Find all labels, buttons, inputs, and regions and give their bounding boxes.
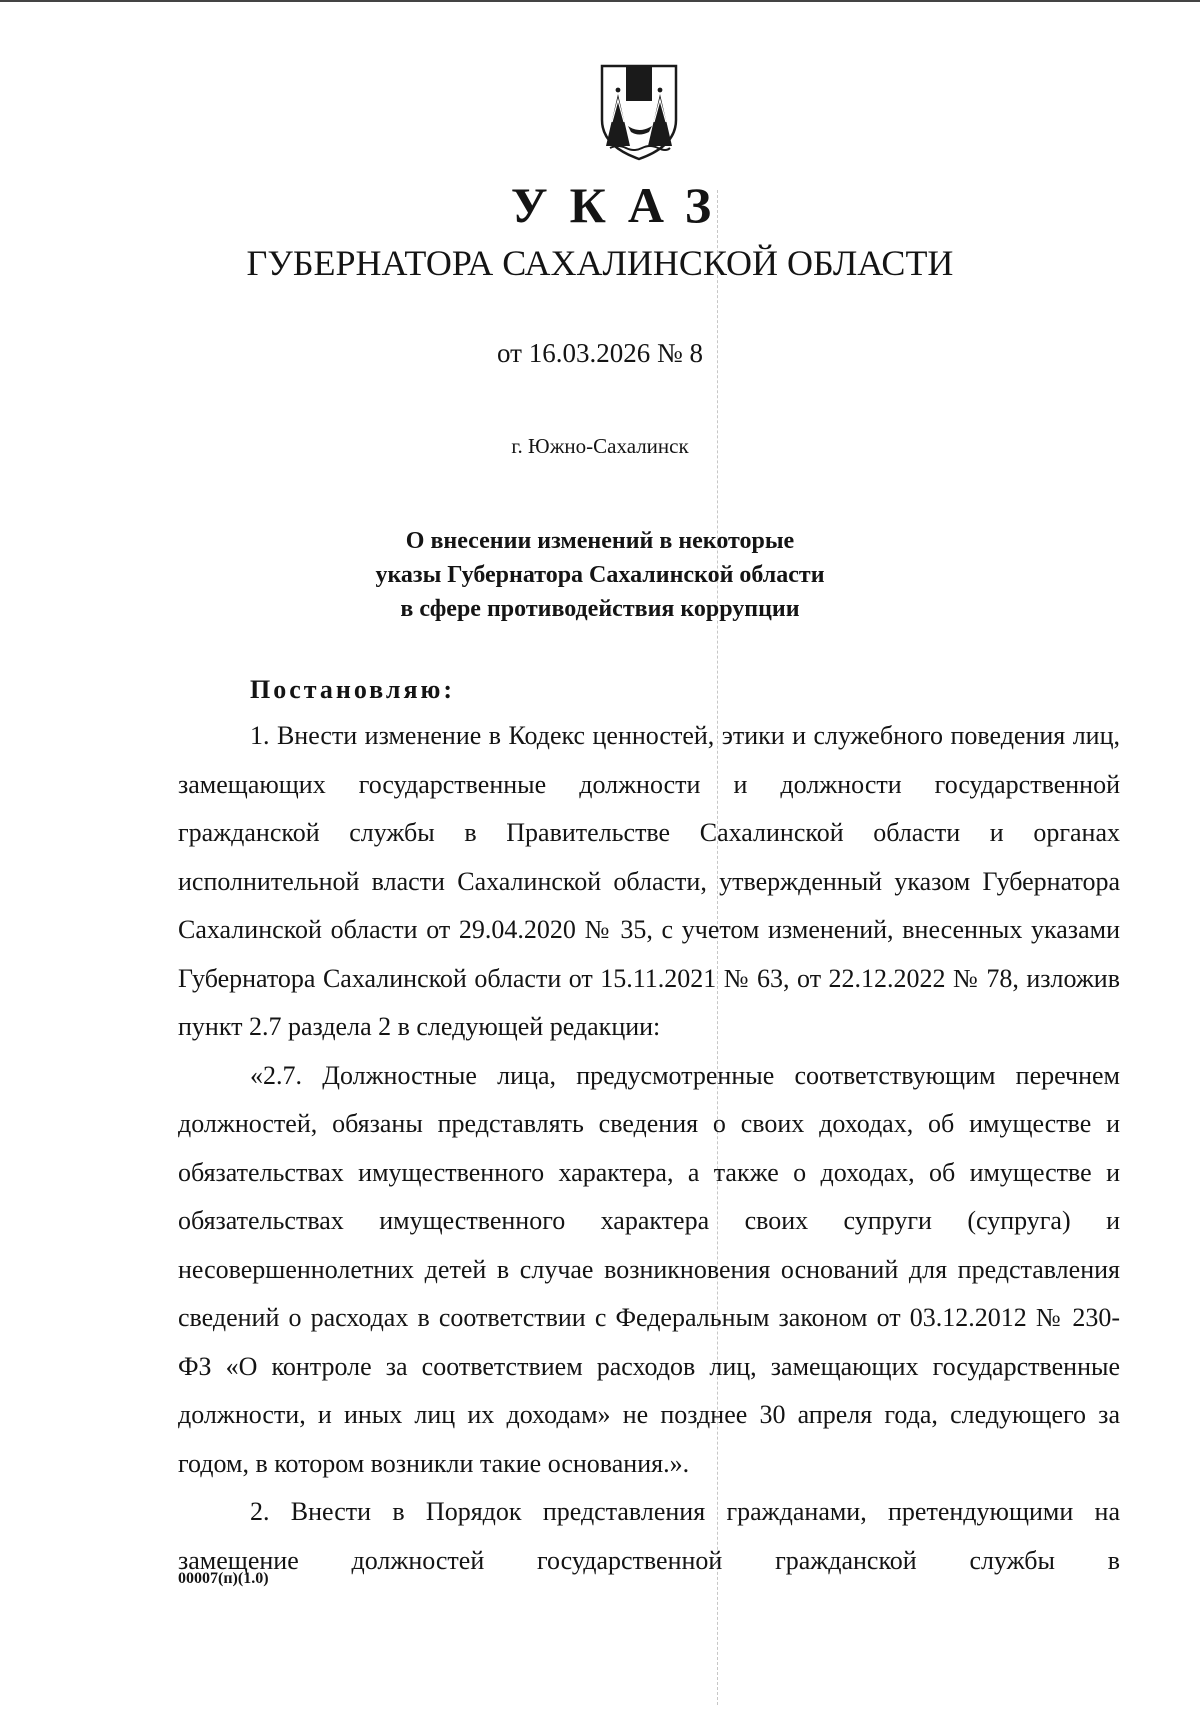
decree-word: Постановляю: <box>250 675 456 704</box>
document-heading <box>0 524 1200 626</box>
document-title: УКАЗ <box>510 177 734 233</box>
coat-of-arms-icon <box>598 62 680 162</box>
document-date-number: от 16.03.2026 № 8 <box>497 338 703 368</box>
document-body <box>178 712 1120 1585</box>
paragraph: 2. Внести в Порядок представления гражданами, претендующими на замещение должностей государственной гражданской службы в <box>178 1497 1120 1575</box>
paragraph: «2.7. Должностные лица, предусмотренные соответствующим перечнем должностей, обязаны представлять сведения о своих доходах, об имуществе и обязательствах имущественного характера, а также о доходах, об имуществе и обязательствах имущественного характера своих супруги (супруга) и несовершеннолетних детей в случае возникновения оснований для представления сведений о расходах в соответствии с Федеральным законом от 03.12.2012 № 230-ФЗ «О контроле за соответствием расходов лиц, замещающих государственные должности, и иных лиц их доходам» не позднее 30 апреля года, следующего за годом, в котором возникли такие основания.». <box>178 1060 1120 1478</box>
heading-line: указы Губернатора Сахалинской области <box>375 562 825 588</box>
document-code: 00007(п)(1.0) <box>178 1570 269 1587</box>
heading-line: О внесении изменений в некоторые <box>405 528 795 554</box>
heading-line: в сфере противодействия коррупции <box>400 596 800 622</box>
scan-edge-line <box>0 0 1200 2</box>
document-subtitle: ГУБЕРНАТОРА САХАЛИНСКОЙ ОБЛАСТИ <box>246 243 954 283</box>
paragraph: 1. Внести изменение в Кодекс ценностей, этики и служебного поведения лиц, замещающих государственные должности и должности государственной гражданской службы в Правительстве Сахалинской области и органах исполнительной власти Сахалинской области, утвержденный указом Губернатора Сахалинской области от 29.04.2020 № 35, с учетом изменений, внесенных указами Губернатора Сахалинской области от 15.11.2021 № 63, от 22.12.2022 № 78, изложив пункт 2.7 раздела 2 в следующей редакции: <box>178 721 1120 1041</box>
document-city: г. Южно-Сахалинск <box>511 434 689 458</box>
